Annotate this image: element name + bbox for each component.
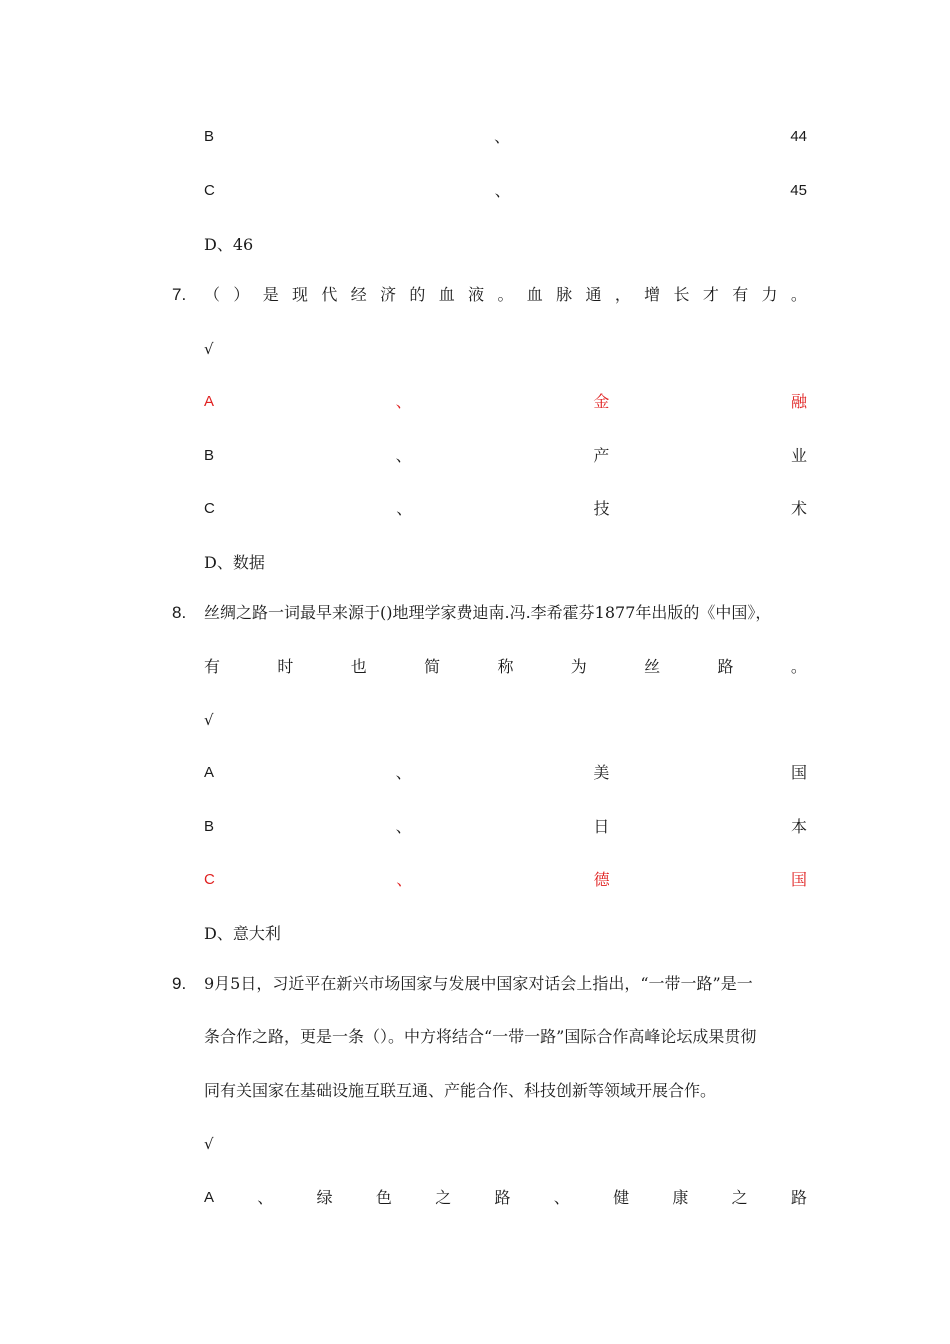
option-letter: B — [204, 818, 215, 835]
option-char: 技 — [593, 499, 610, 518]
text-char: 液 — [468, 285, 485, 304]
text-char: 健 — [613, 1188, 630, 1207]
text-char: 代 — [321, 285, 338, 304]
text-char: 经 — [350, 285, 367, 304]
option-separator: 、 — [395, 392, 412, 411]
text-char: 济 — [380, 285, 397, 304]
option-separator: 、 — [395, 817, 412, 836]
text-char: 为 — [570, 657, 587, 676]
option-char: 国 — [790, 763, 807, 782]
option-letter: A — [204, 1189, 215, 1206]
text-char: 增 — [644, 285, 661, 304]
option-char: 美 — [593, 763, 610, 782]
option-char: 产 — [593, 446, 610, 465]
q9-option-a[interactable] — [204, 1186, 807, 1210]
text-char: （ — [204, 285, 221, 304]
question-text: 条合作之路，更是一条（）。中方将结合“一带一路”国际合作高峰论坛成果贯彻 — [204, 1027, 757, 1046]
q6-option-b[interactable] — [204, 125, 807, 149]
question-text: 同有关国家在基础设施互联互通、产能合作、科技创新等领域开展合作。 — [204, 1081, 717, 1100]
text-char: 通 — [585, 285, 602, 304]
q9-question-line-1 — [204, 972, 814, 996]
q8-option-a[interactable] — [204, 761, 807, 785]
q6-option-d[interactable] — [204, 233, 807, 257]
option-letter: C — [204, 871, 215, 888]
text-char: 有 — [204, 657, 221, 676]
text-char: 路 — [494, 1188, 511, 1207]
option-letter: B — [204, 447, 215, 464]
check-icon: √ — [204, 1135, 214, 1153]
text-char: 之 — [435, 1188, 452, 1207]
q8-check-mark — [204, 708, 807, 732]
q7-question-text — [204, 283, 807, 307]
text-char: ， — [614, 285, 631, 304]
q8-option-c[interactable] — [204, 868, 807, 892]
option-char: 业 — [790, 446, 807, 465]
option-char: 日 — [593, 817, 610, 836]
question-text: 9月5日，习近平在新兴市场国家与发展中国家对话会上指出，“一带一路”是一 — [204, 974, 753, 993]
option-letter: A — [204, 764, 215, 781]
text-char: ） — [233, 285, 250, 304]
q6-option-c[interactable] — [204, 179, 807, 203]
q7-option-a[interactable] — [204, 390, 807, 414]
option-char: 本 — [790, 817, 807, 836]
text-char: 也 — [350, 657, 367, 676]
text-char: 简 — [424, 657, 441, 676]
option-text: D、46 — [204, 235, 254, 254]
text-char: 康 — [672, 1188, 689, 1207]
text-char: 现 — [292, 285, 309, 304]
text-char: 之 — [731, 1188, 748, 1207]
q8-question-line-1 — [204, 601, 819, 625]
q7-option-c[interactable] — [204, 497, 807, 521]
option-separator: 、 — [396, 499, 413, 518]
text-char: 路 — [717, 657, 734, 676]
q9-question-line-2 — [204, 1025, 814, 1049]
text-char: 、 — [257, 1188, 274, 1207]
text-char: 绿 — [316, 1188, 333, 1207]
text-char: 。 — [497, 285, 514, 304]
option-text: D、数据 — [204, 553, 265, 572]
text-char: 称 — [497, 657, 514, 676]
q8-option-d[interactable] — [204, 922, 807, 946]
text-char: 才 — [702, 285, 719, 304]
text-char: 色 — [375, 1188, 392, 1207]
text-char: 血 — [526, 285, 543, 304]
q8-option-b[interactable] — [204, 815, 807, 839]
option-text: 44 — [790, 128, 807, 145]
option-separator: 、 — [395, 763, 412, 782]
text-char: 是 — [262, 285, 279, 304]
text-char: 丝 — [644, 657, 661, 676]
option-text: 45 — [790, 182, 807, 199]
option-char: 金 — [593, 392, 610, 411]
text-char: 长 — [673, 285, 690, 304]
option-separator: 、 — [395, 446, 412, 465]
q7-check-mark — [204, 337, 807, 361]
check-icon: √ — [204, 711, 214, 729]
text-char: 时 — [277, 657, 294, 676]
option-separator: 、 — [494, 181, 511, 200]
option-char: 术 — [790, 499, 807, 518]
option-separator: 、 — [494, 127, 511, 146]
check-icon: √ — [204, 340, 214, 358]
text-char: 路 — [790, 1188, 807, 1207]
option-letter: C — [204, 500, 215, 517]
q7-number: 7. — [172, 285, 187, 304]
q8-question-line-2 — [204, 655, 807, 679]
option-char: 融 — [790, 392, 807, 411]
text-char: 血 — [438, 285, 455, 304]
option-separator: 、 — [396, 870, 413, 889]
q9-check-mark — [204, 1132, 807, 1156]
text-char: 力 — [761, 285, 778, 304]
text-char: 的 — [409, 285, 426, 304]
text-char: 。 — [790, 657, 807, 676]
option-char: 德 — [593, 870, 610, 889]
text-char: 、 — [553, 1188, 570, 1207]
q7-option-b[interactable] — [204, 444, 807, 468]
option-letter: B — [204, 128, 215, 145]
q7-option-d[interactable] — [204, 551, 807, 575]
text-char: 。 — [790, 285, 807, 304]
option-letter: A — [204, 393, 215, 410]
q9-question-line-3 — [204, 1079, 814, 1103]
q9-number: 9. — [172, 974, 187, 993]
option-letter: C — [204, 182, 215, 199]
q8-number: 8. — [172, 603, 187, 622]
text-char: 脉 — [556, 285, 573, 304]
text-char: 有 — [732, 285, 749, 304]
question-text: 丝绸之路一词最早来源于()地理学家费迪南.冯.李希霍芬1877年出版的《中国》， — [204, 603, 772, 622]
option-text: D、意大利 — [204, 924, 281, 943]
option-char: 国 — [790, 870, 807, 889]
